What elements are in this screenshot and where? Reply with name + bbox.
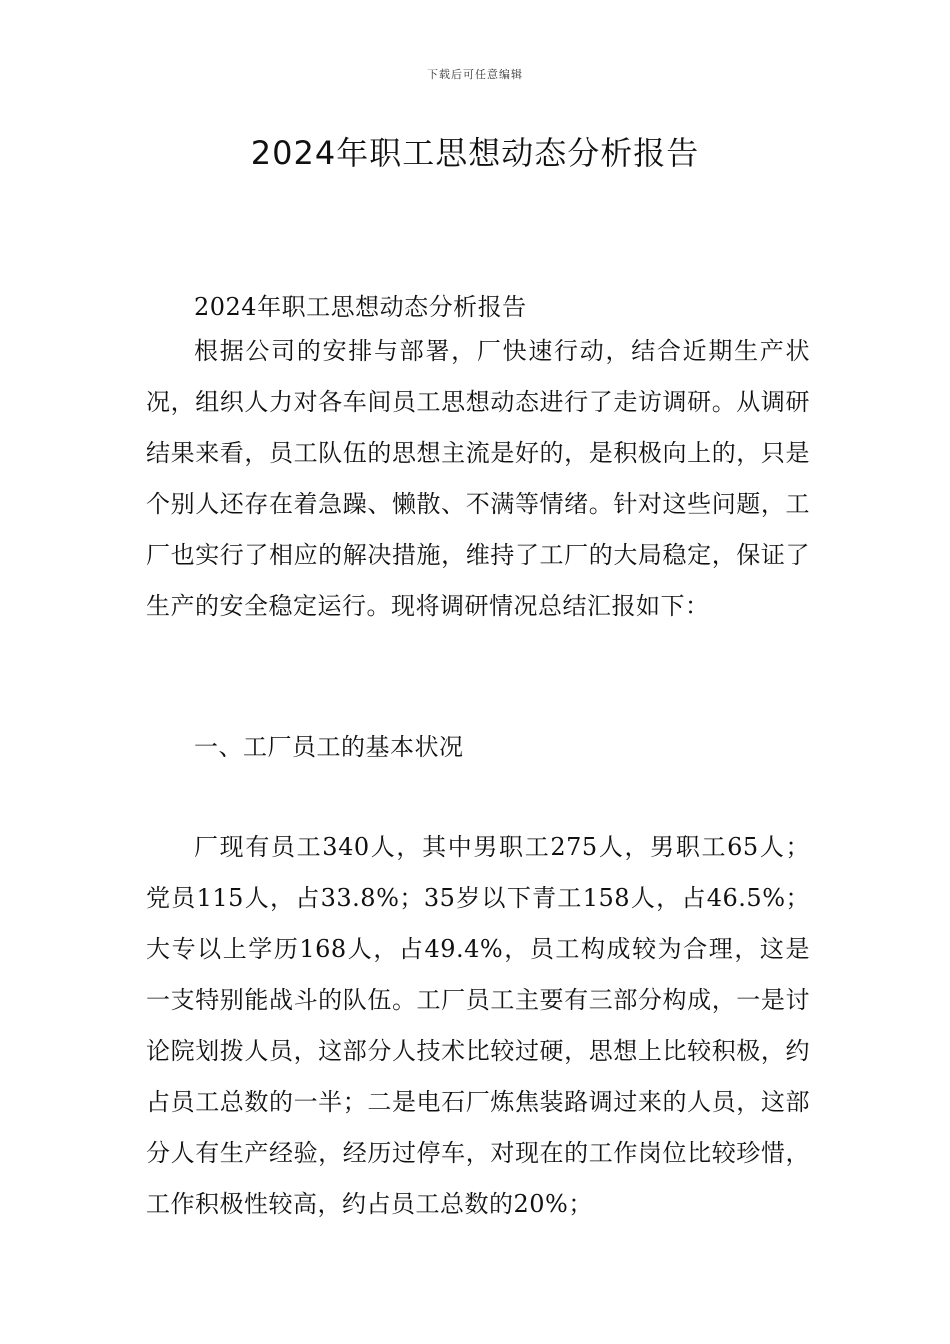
intro-paragraph: 根据公司的安排与部署，厂快速行动，结合近期生产状况，组织人力对各车间员工思想动态进行了走访调研。从调研结果来看，员工队伍的思想主流是好的，是积极向上的，只是个别人还存在着急躁、懒散、不满等情绪。针对这些问题，工厂也实行了相应的解决措施，维持了工厂的大局稳定，保证了生产的安全稳定运行。现将调研情况总结汇报如下：	[146, 337, 810, 620]
section-heading-block	[146, 722, 810, 773]
intro-block	[146, 326, 810, 632]
section-1-paragraph: 厂现有员工340人，其中男职工275人，男职工65人；党员115人，占33.8%；35岁以下青工158人，占46.5%；大专以上学历168人，占49.4%，员工构成较为合理，这是一支特别能战斗的队伍。工厂员工主要有三部分构成，一是讨论院划拨人员，这部分人技术比较过硬，思想上比较积极，约占员工总数的一半；二是电石厂炼焦装路调过来的人员，这部分人有生产经验，经历过停车，对现在的工作岗位比较珍惜，工作积极性较高，约占员工总数的20%；	[146, 833, 810, 1218]
section-1-heading: 一、工厂员工的基本状况	[194, 733, 464, 761]
section-1-block	[146, 822, 810, 1230]
document-title: 2024年职工思想动态分析报告	[250, 134, 700, 172]
document-subtitle: 2024年职工思想动态分析报告	[194, 293, 527, 321]
header-note: 下载后可任意编辑	[427, 68, 523, 81]
